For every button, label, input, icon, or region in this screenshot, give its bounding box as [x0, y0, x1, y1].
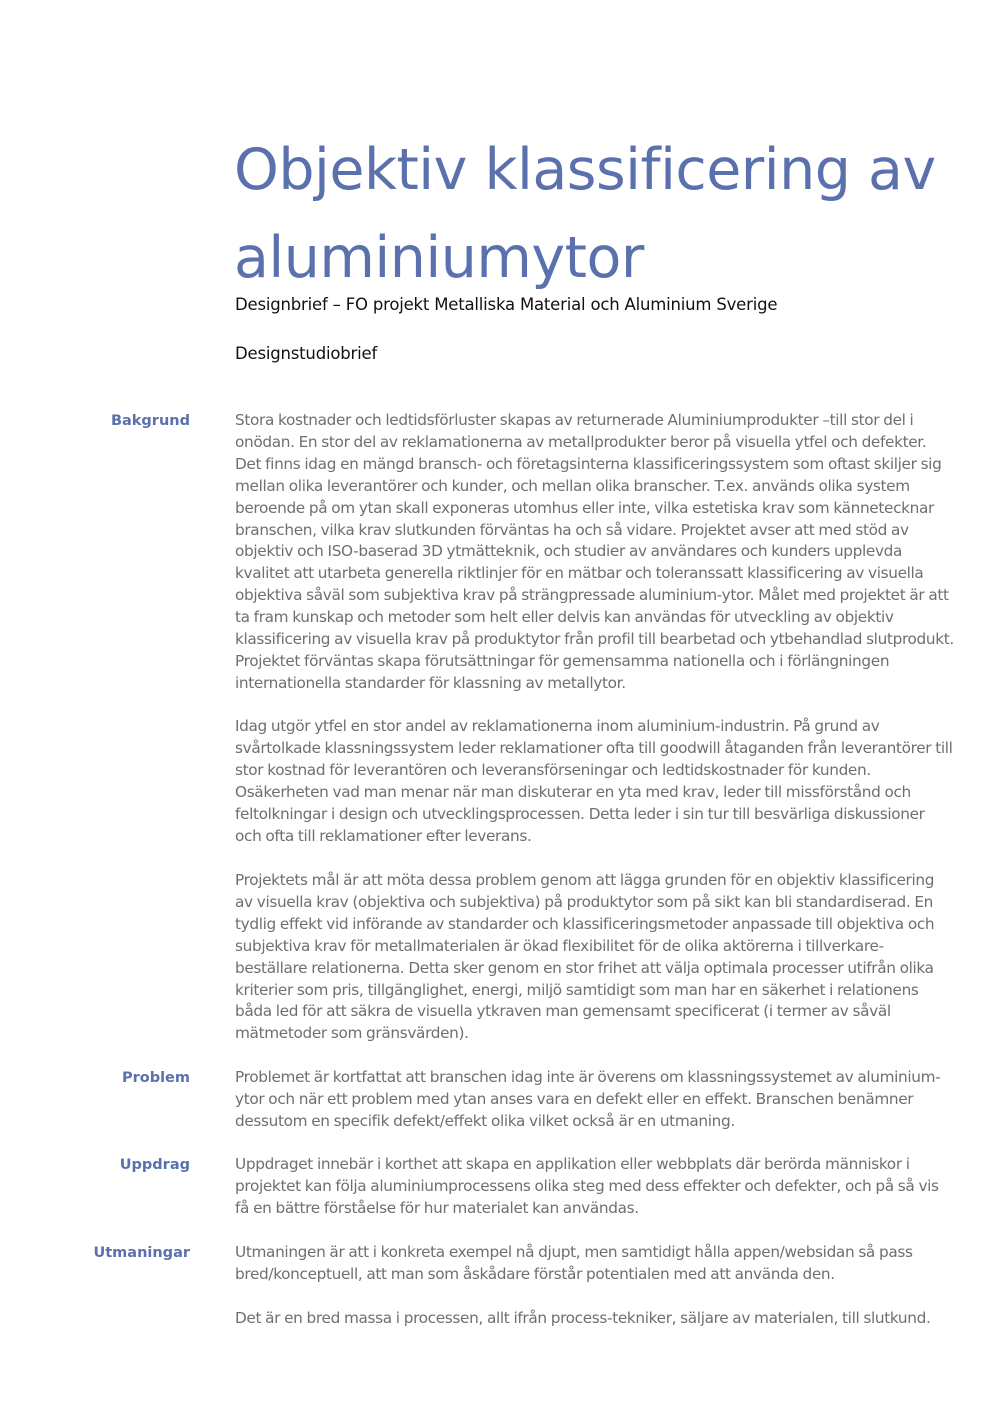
- studiobrief-heading: Designstudiobrief: [235, 344, 378, 363]
- uppdrag-paragraph: Uppdraget innebär i korthet att skapa en applikation eller webbplats där berörda människor i projektet kan följa aluminiumprocessens olika steg med dess effekter och defekter, och på så vis få en bättre förståelse för hur materialet kan användas.: [235, 1155, 939, 1217]
- utmaningar-paragraph-2: Det är en bred massa i processen, allt ifrån process-tekniker, säljare av materialen, till slutkund.: [235, 1309, 931, 1327]
- problem-paragraph: Problemet är kortfattat att branschen idag inte är överens om klassningssystemet av aluminium-ytor och när ett problem med ytan anses vara en defekt eller en effekt. Branschen benämner dessutom en specifik defekt/effekt olika vilket också är en utmaning.: [235, 1068, 941, 1130]
- section-label-problem: Problem: [121, 1070, 190, 1086]
- section-label-utmaningar: Utmaningar: [93, 1245, 190, 1261]
- utmaningar-paragraph-1: Utmaningen är att i konkreta exempel nå djupt, men samtidigt hålla appen/websidan så pass bred/konceptuell, att man som åskådare förstår potentialen med att använda den.: [235, 1243, 913, 1283]
- bakgrund-paragraph-1: Stora kostnader och ledtidsförluster skapas av returnerade Aluminiumprodukter –till stor del i onödan. En stor del av reklamationerna av metallprodukter beror på visuella ytfel och defekter. Det finns idag en mängd bransch- och företagsinterna klassificeringssystem som oftast skiljer sig mellan olika leverantörer och kunder, och mellan olika branscher. T.ex. används olika system beroende på om ytan skall exponeras utomhus eller inte, vilka estetiska krav som kännetecknar branschen, vilka krav slutkunden förväntas ha och så vidare. Projektet avser att med stöd av objektiv och ISO-baserad 3D ytmätteknik, och studier av användares och kunders upplevda kvalitet att utarbeta generella riktlinjer för en mätbar och toleranssatt klassificering av visuella objektiva såväl som subjektiva krav på strängpressade aluminium-ytor. Målet med projektet är att ta fram kunskap och metoder som helt eller delvis kan användas för utveckling av objektiv klassificering av visuella krav på produktytor från profil till bearbetad och ytbehandlad slutprodukt. Projektet förväntas skapa förutsättningar för gemensamma nationella och i förlängningen internationella standarder för klassning av metallytor.: [235, 411, 954, 692]
- section-label-uppdrag: Uppdrag: [119, 1157, 190, 1173]
- bakgrund-paragraph-2: Idag utgör ytfel en stor andel av reklamationerna inom aluminium-industrin. På grund av svårtolkade klassningssystem leder reklamationer ofta till goodwill åtaganden från leverantörer till stor kostnad för leverantören och leveransförseningar och ledtidskostnader för kunden. Osäkerheten vad man menar när man diskuterar en yta med krav, leder till missförstånd och feltolkningar i design och utvecklingsprocessen. Detta leder i sin tur till besvärliga diskussioner och ofta till reklamationer efter leverans.: [235, 717, 953, 845]
- bakgrund-paragraph-3: Projektets mål är att möta dessa problem genom att lägga grunden för en objektiv klassificering av visuella krav (objektiva och subjektiva) på produktytor som på sikt kan bli standardiserad. En tydlig effekt vid införande av standarder och klassificeringsmetoder anpassade till objektiva och subjektiva krav för metallmaterialen är ökad flexibilitet för de olika aktörerna i tillverkare-beställare relationerna. Detta sker genom en stor frihet att välja optimala processer utifrån olika kriterier som pris, tillgänglighet, energi, miljö samtidigt som man har en säkerhet i relationens båda led för att säkra de visuella ytkraven man gemensamt specificerat (i termer av såväl mätmetoder som gränsvärden).: [235, 871, 935, 1043]
- document-subtitle: Designbrief – FO projekt Metalliska Material och Aluminium Sverige: [235, 295, 778, 314]
- document-title: Objektiv klassificering av aluminiumytor: [234, 137, 936, 291]
- section-label-bakgrund: Bakgrund: [110, 413, 190, 429]
